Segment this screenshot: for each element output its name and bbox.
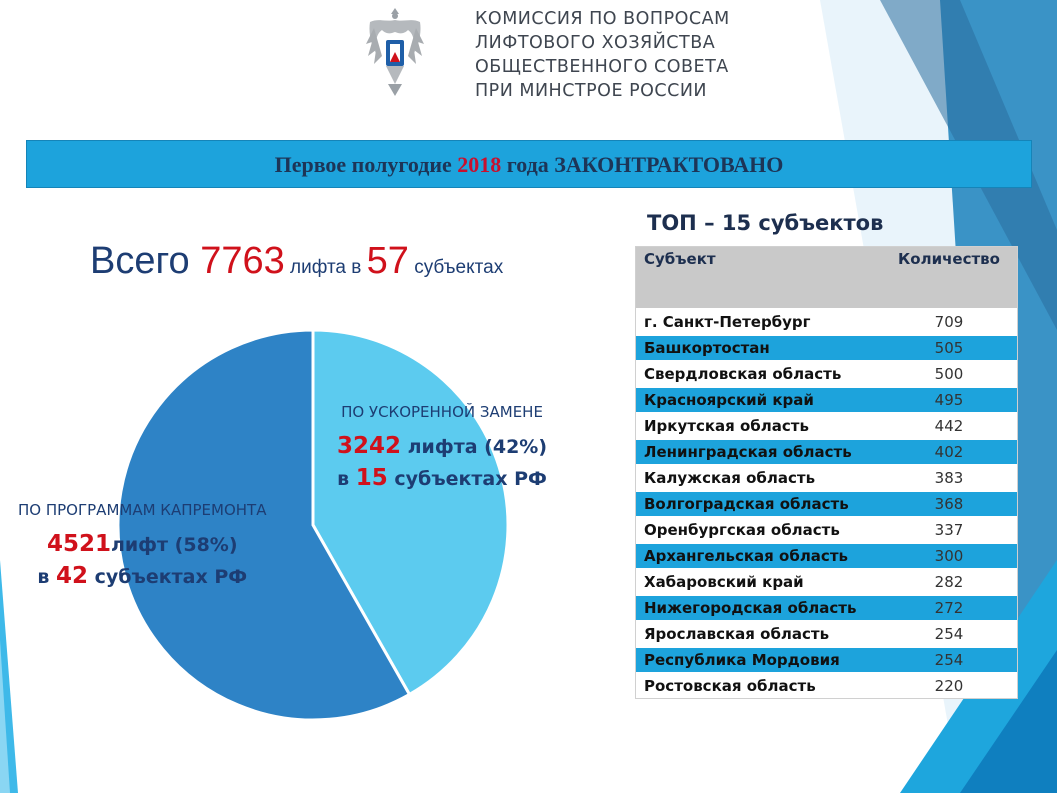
slice-title: ПО УСКОРЕННОЙ ЗАМЕНЕ bbox=[341, 403, 543, 421]
banner-year: 2018 bbox=[457, 152, 502, 177]
column-header-quantity: Количество bbox=[881, 247, 1017, 309]
subject-cell: Республика Мордовия bbox=[636, 647, 881, 673]
slice-label-accelerated bbox=[337, 403, 547, 491]
table-row bbox=[636, 621, 1017, 647]
slice-title: ПО ПРОГРАММАМ КАПРЕМОНТА bbox=[18, 501, 267, 519]
table-row bbox=[636, 569, 1017, 595]
quantity-cell: 500 bbox=[881, 361, 1017, 387]
subject-cell: Архангельская область bbox=[636, 543, 881, 569]
quantity-cell: 402 bbox=[881, 439, 1017, 465]
table-row bbox=[636, 517, 1017, 543]
quantity-cell: 272 bbox=[881, 595, 1017, 621]
banner-text-after: года ЗАКОНТРАКТОВАНО bbox=[501, 152, 784, 177]
slice-regions: 42 bbox=[56, 563, 89, 589]
subject-cell: Башкортостан bbox=[636, 335, 881, 361]
slice-regions-suffix: субъектах РФ bbox=[88, 566, 248, 588]
subject-cell: Хабаровский край bbox=[636, 569, 881, 595]
total-mid: лифта в bbox=[284, 257, 367, 278]
table-row bbox=[636, 387, 1017, 413]
table-row bbox=[636, 491, 1017, 517]
table-row bbox=[636, 361, 1017, 387]
subject-cell: Красноярский край bbox=[636, 387, 881, 413]
total-prefix: Всего bbox=[90, 240, 201, 282]
org-line: ОБЩЕСТВЕННОГО СОВЕТА bbox=[475, 57, 729, 77]
slice-regions-prefix: в bbox=[37, 566, 57, 588]
slice-value-suffix: лифт (58%) bbox=[110, 534, 238, 556]
subject-cell: Волгоградская область bbox=[636, 491, 881, 517]
quantity-cell: 505 bbox=[881, 335, 1017, 361]
slice-value-suffix: лифта (42%) bbox=[401, 436, 548, 458]
slice-regions-suffix: субъектах РФ bbox=[387, 468, 547, 490]
quantity-cell: 368 bbox=[881, 491, 1017, 517]
table-row bbox=[636, 413, 1017, 439]
quantity-cell: 254 bbox=[881, 621, 1017, 647]
table-row bbox=[636, 335, 1017, 361]
quantity-cell: 383 bbox=[881, 465, 1017, 491]
subject-cell: Ленинградская область bbox=[636, 439, 881, 465]
quantity-cell: 220 bbox=[881, 673, 1017, 698]
subject-cell: Калужская область bbox=[636, 465, 881, 491]
total-count: 7763 bbox=[200, 240, 285, 282]
quantity-cell: 442 bbox=[881, 413, 1017, 439]
top15-table bbox=[636, 247, 1017, 698]
banner-text-before: Первое полугодие bbox=[274, 152, 458, 177]
organization-name bbox=[475, 7, 730, 103]
table-row bbox=[636, 465, 1017, 491]
subject-cell: Ярославская область bbox=[636, 621, 881, 647]
quantity-cell: 282 bbox=[881, 569, 1017, 595]
table-header-row bbox=[636, 247, 1017, 309]
quantity-cell: 337 bbox=[881, 517, 1017, 543]
table-row bbox=[636, 595, 1017, 621]
table-row bbox=[636, 309, 1017, 335]
subject-cell: Оренбургская область bbox=[636, 517, 881, 543]
slice-regions: 15 bbox=[355, 465, 388, 491]
slice-regions-prefix: в bbox=[337, 468, 356, 490]
org-line: ПРИ МИНСТРОЕ РОССИИ bbox=[475, 81, 708, 101]
total-suffix: субъектах bbox=[408, 257, 504, 278]
total-summary bbox=[90, 240, 503, 283]
top15-title: ТОП – 15 субъектов bbox=[647, 211, 884, 235]
subject-cell: г. Санкт-Петербург bbox=[636, 309, 881, 335]
slice-label-capital bbox=[18, 501, 266, 589]
quantity-cell: 300 bbox=[881, 543, 1017, 569]
slice-value: 4521 bbox=[46, 531, 111, 557]
quantity-cell: 495 bbox=[881, 387, 1017, 413]
subject-cell: Нижегородская область bbox=[636, 595, 881, 621]
table-row bbox=[636, 647, 1017, 673]
total-regions: 57 bbox=[366, 240, 409, 282]
subject-cell: Иркутская область bbox=[636, 413, 881, 439]
subject-cell: Свердловская область bbox=[636, 361, 881, 387]
org-line: ЛИФТОВОГО ХОЗЯЙСТВА bbox=[475, 33, 716, 53]
quantity-cell: 254 bbox=[881, 647, 1017, 673]
quantity-cell: 709 bbox=[881, 309, 1017, 335]
subject-cell: Ростовская область bbox=[636, 673, 881, 698]
org-line: КОМИССИЯ ПО ВОПРОСАМ bbox=[475, 9, 730, 29]
slice-value: 3242 bbox=[337, 433, 402, 459]
table-row bbox=[636, 543, 1017, 569]
title-banner bbox=[26, 140, 1032, 188]
eagle-emblem-icon bbox=[364, 4, 426, 100]
table-row bbox=[636, 439, 1017, 465]
table-row bbox=[636, 673, 1017, 698]
column-header-subject: Субъект bbox=[636, 247, 881, 309]
